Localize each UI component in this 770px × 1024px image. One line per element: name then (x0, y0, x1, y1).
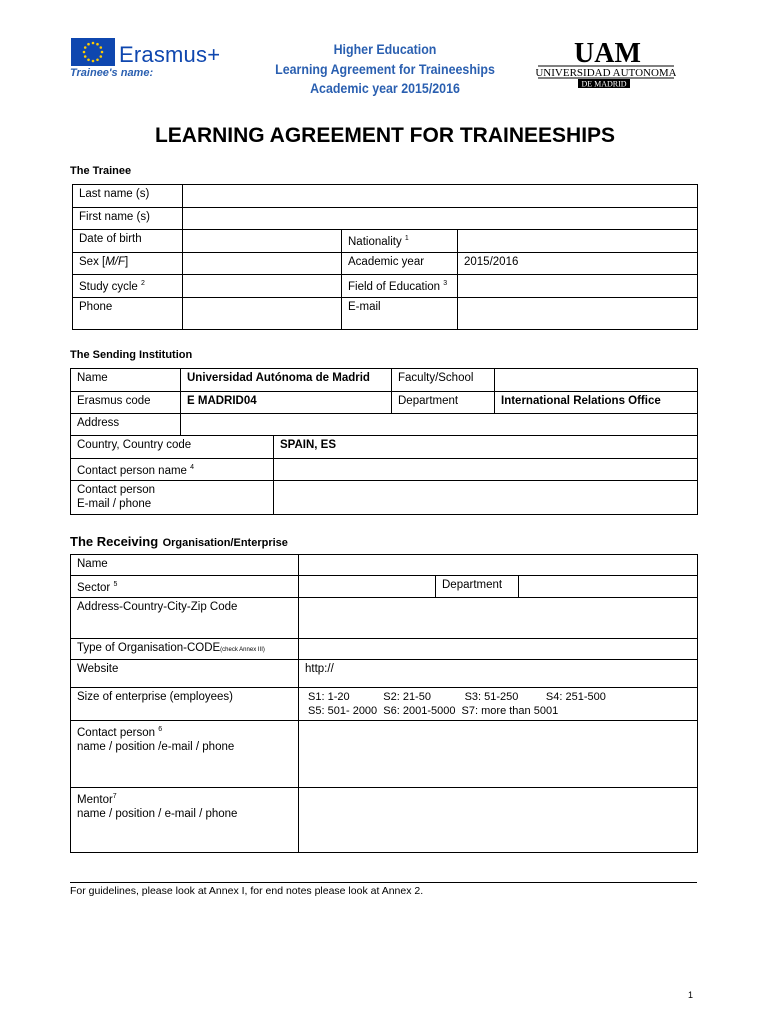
receiving-department-label: Department (436, 576, 519, 598)
website-field[interactable]: http:// (299, 660, 698, 688)
nationality-label: Nationality $^1$ (342, 230, 458, 253)
first-name-label: First name (s) (73, 208, 183, 230)
erasmus-code-label: Erasmus code (71, 392, 181, 414)
uam-monogram: UAM (574, 38, 641, 69)
receiving-address-field[interactable] (299, 598, 698, 639)
sending-address-label: Address (71, 414, 181, 436)
trainee-section-title: The Trainee (70, 165, 132, 177)
size-options[interactable] (299, 688, 698, 721)
eu-flag-logo (71, 38, 115, 66)
page-title: LEARNING AGREEMENT FOR TRAINEESHIPS (154, 124, 616, 147)
contact-email-label: Contact person E-mail / phone (71, 481, 274, 515)
email-label: E-mail (342, 298, 458, 330)
sector-field[interactable] (299, 576, 436, 598)
sending-department-value[interactable]: International Relations Office (495, 392, 698, 414)
mentor-field[interactable] (299, 788, 698, 853)
dob-field[interactable] (183, 230, 342, 253)
header-line-2: Learning Agreement for Traineeships (275, 62, 495, 77)
field-of-education-label: Field of Education $^3$ (342, 275, 458, 298)
uam-logo-line1: UNIVERSIDAD AUTONOMA (536, 67, 676, 79)
academic-year-value[interactable]: 2015/2016 (458, 253, 698, 275)
email-field[interactable] (458, 298, 698, 330)
receiving-contact-field[interactable] (299, 721, 698, 788)
sex-label: Sex [M/F] (73, 253, 183, 275)
trainee-table (72, 184, 698, 330)
sending-address-field[interactable] (181, 414, 698, 436)
country-value[interactable]: SPAIN, ES (274, 436, 698, 459)
receiving-name-label: Name (71, 555, 299, 576)
faculty-label: Faculty/School (392, 369, 495, 392)
faculty-field[interactable] (495, 369, 698, 392)
mentor-label: Mentor$^7$ name / position / e-mail / phone (71, 788, 299, 853)
receiving-department-field[interactable] (519, 576, 698, 598)
sending-name-label: Name (71, 369, 181, 392)
phone-field[interactable] (183, 298, 342, 330)
study-cycle-field[interactable] (183, 275, 342, 298)
uam-logo (536, 38, 676, 90)
size-label: Size of enterprise (employees) (71, 688, 299, 721)
country-label: Country, Country code (71, 436, 274, 459)
footnote-divider (70, 882, 697, 883)
website-label: Website (71, 660, 299, 688)
sending-name-value[interactable]: Universidad Autónoma de Madrid (181, 369, 392, 392)
sending-section-title: The Sending Institution (70, 349, 193, 361)
sending-department-label: Department (392, 392, 495, 414)
dob-label: Date of birth (73, 230, 183, 253)
nationality-field[interactable] (458, 230, 698, 253)
trainee-name-label: Trainee's name: (70, 67, 154, 79)
academic-year-label: Academic year (342, 253, 458, 275)
study-cycle-label: Study cycle $^2$ (73, 275, 183, 298)
first-name-field[interactable] (183, 208, 698, 230)
receiving-table (70, 554, 698, 853)
org-type-label: Type of Organisation-CODE(check Annex III) (71, 639, 299, 660)
receiving-name-field[interactable] (299, 555, 698, 576)
contact-name-field[interactable] (274, 459, 698, 481)
receiving-contact-label: Contact person $^6$ name / position /e-mail / phone (71, 721, 299, 788)
page-number: 1 (688, 990, 694, 1000)
last-name-field[interactable] (183, 185, 698, 208)
sex-field[interactable] (183, 253, 342, 275)
phone-label: Phone (73, 298, 183, 330)
contact-name-label: Contact person name $^4$ (71, 459, 274, 481)
header-line-3: Academic year 2015/2016 (310, 81, 460, 96)
contact-email-field[interactable] (274, 481, 698, 515)
field-of-education-field[interactable] (458, 275, 698, 298)
size-options-line1[interactable]: S1: 1-20 S2: 21-50 S3: 51-250 S4: 251-500 (305, 691, 606, 703)
erasmus-code-value[interactable]: E MADRID04 (181, 392, 392, 414)
size-options-line2[interactable]: S5: 501- 2000 S6: 2001-5000 S7: more than 5001 (305, 705, 559, 717)
erasmus-logo-text: Erasmus+ (119, 42, 221, 67)
sending-table (70, 368, 698, 515)
org-type-field[interactable] (299, 639, 698, 660)
receiving-address-label: Address-Country-City-Zip Code (71, 598, 299, 639)
last-name-label: Last name (s) (73, 185, 183, 208)
footnote-text: For guidelines, please look at Annex I, for end notes please look at Annex 2. (70, 885, 424, 897)
uam-logo-line2: DE MADRID (581, 79, 627, 89)
header-line-1: Higher Education (333, 42, 437, 57)
receiving-section-title: The Receiving Organisation/Enterprise (70, 534, 288, 549)
sector-label: Sector $^5$ (71, 576, 299, 598)
